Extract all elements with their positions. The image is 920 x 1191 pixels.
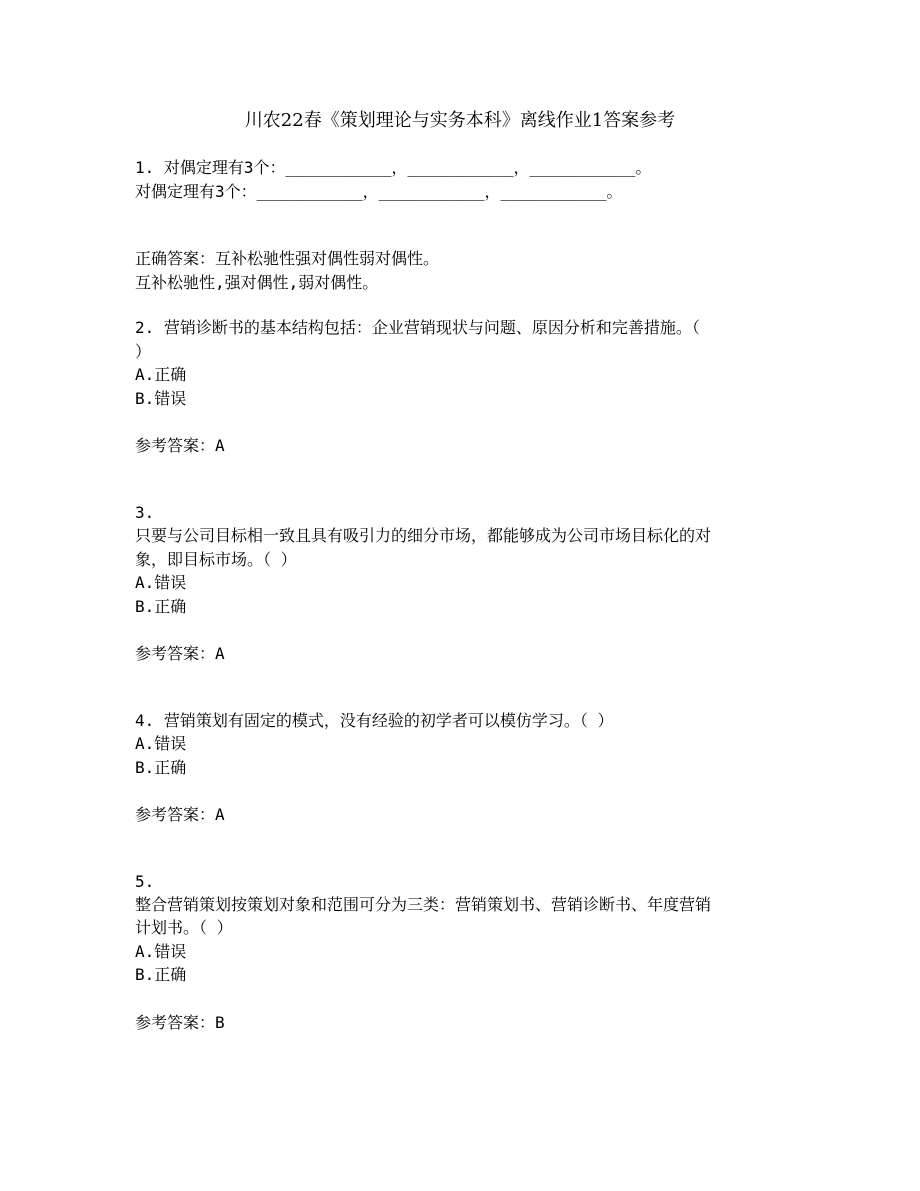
question-3-stem: 象，即目标市场。（ ） (135, 550, 297, 569)
question-4-answer: 参考答案：A (135, 805, 225, 824)
question-1-answer: 互补松驰性,强对偶性,弱对偶性。 (135, 273, 379, 292)
question-3-option-b: B.正确 (135, 597, 187, 616)
question-1-answer: 正确答案：互补松驰性强对偶性弱对偶性。 (135, 249, 440, 268)
question-3-stem: 只要与公司目标相一致且具有吸引力的细分市场，都能够成为公司市场目标化的对 (135, 526, 712, 545)
question-4-option-b: B.正确 (135, 758, 187, 777)
question-5-option-a: A.错误 (135, 942, 187, 961)
question-5-answer: 参考答案：B (135, 1013, 225, 1032)
question-5-option-b: B.正确 (135, 965, 187, 984)
question-4-stem: 4. 营销策划有固定的模式，没有经验的初学者可以模仿学习。（ ） (135, 711, 614, 730)
question-2-stem: ） (135, 342, 152, 361)
question-5-number: 5. (135, 872, 155, 891)
question-2-stem: 2. 营销诊断书的基本结构包括：企业营销现状与问题、原因分析和完善措施。（ (135, 318, 700, 337)
question-3-answer: 参考答案：A (135, 644, 225, 663)
question-3-number: 3. (135, 503, 155, 522)
question-3-option-a: A.错误 (135, 573, 187, 592)
question-2-answer: 参考答案：A (135, 436, 225, 455)
question-5-stem: 整合营销策划按策划对象和范围可分为三类：营销策划书、营销诊断书、年度营销 (135, 895, 712, 914)
question-2-option-a: A.正确 (135, 365, 187, 384)
document-title: 川农22春《策划理论与实务本科》离线作业1答案参考 (244, 110, 676, 131)
question-4-option-a: A.错误 (135, 734, 187, 753)
question-2-option-b: B.错误 (135, 389, 187, 408)
question-1-stem: 1. 对偶定理有3个：___________，___________，___________。 (135, 158, 652, 177)
question-1-stem: 对偶定理有3个：___________，___________，___________。 (135, 182, 623, 201)
question-5-stem: 计划书。（ ） (135, 918, 233, 937)
